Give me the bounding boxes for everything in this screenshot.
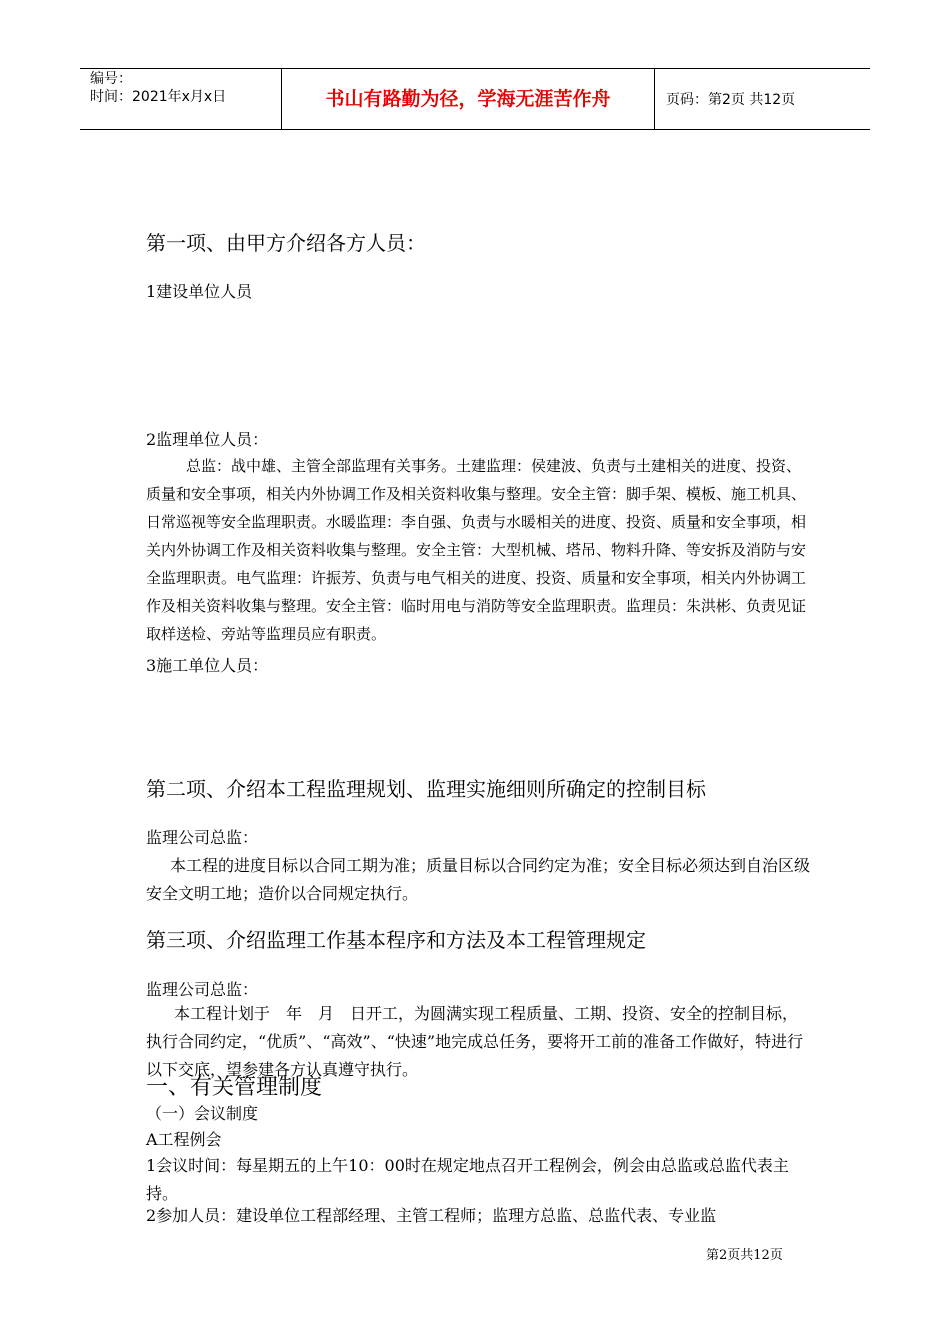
header-motto: 书山有路勤为径，学海无涯苦作舟 xyxy=(325,88,611,110)
section-2-speaker: 监理公司总监： xyxy=(146,828,259,847)
section-3-title: 第三项、介绍监理工作基本程序和方法及本工程管理规定 xyxy=(146,928,646,952)
supervision-unit-body: 总监：战中雄、主管全部监理有关事务。土建监理：侯建波、负责与土建相关的进度、投资、质量和安全事项，相关内外协调工作及相关资料收集与整理。安全主管：脚手架、模板、施工机具、日常巡视等安全监理职责。水暖监理：李自强、负责与水暖相关的进度、投资、质量和安全事项，相关内外协调工作及相关资料收集与整理。安全主管：大型机械、塔吊、物料升降、等安拆及消防与安全监理职责。电气监理：许振芳、负责与电气相关的进度、投资、质量和安全事项，相关内外协调工作及相关资料收集与整理。安全主管：临时用电与消防等安全监理职责。监理员：朱洪彬、负责见证取样送检、旁站等监理员应有职责。 xyxy=(146,457,807,643)
page-header xyxy=(80,68,870,130)
section-3-speaker: 监理公司总监： xyxy=(146,980,259,999)
section-1-title: 第一项、由甲方介绍各方人员： xyxy=(146,231,426,255)
contractor-unit-heading: 3施工单位人员： xyxy=(146,656,269,675)
header-left-cell xyxy=(80,69,282,129)
meeting-system-title: （一）会议制度 xyxy=(146,1104,259,1123)
code-label: 编号： xyxy=(90,71,132,87)
supervision-unit-heading: 2监理单位人员： xyxy=(146,430,269,449)
section-2-body: 本工程的进度目标以合同工期为准；质量目标以合同约定为准；安全目标必须达到自治区级安全文明工地；造价以合同规定执行。 xyxy=(146,856,811,903)
page-footer: 第2页共12页 xyxy=(706,1248,783,1263)
header-page-number: 页码：第2页 共12页 xyxy=(666,92,796,108)
meeting-time-item: 1会议时间：每星期五的上午10：00时在规定地点召开工程例会，例会由总监或总监代表主持。 xyxy=(146,1156,789,1203)
date-label: 时间：2021年x月x日 xyxy=(90,89,227,105)
section-2-title: 第二项、介绍本工程监理规划、监理实施细则所确定的控制目标 xyxy=(146,777,706,801)
management-title: 一、有关管理制度 xyxy=(146,1075,323,1100)
weekly-meeting-heading: A工程例会 xyxy=(146,1130,222,1149)
header-right-cell xyxy=(656,69,870,129)
construction-unit-heading: 1建设单位人员 xyxy=(146,282,253,301)
meeting-attendees-item: 2参加人员：建设单位工程部经理、主管工程师；监理方总监、总监代表、专业监 xyxy=(146,1206,717,1225)
header-middle-cell xyxy=(282,69,655,129)
section-3-body: 本工程计划于 年 月 日开工，为圆满实现工程质量、工期、投资、安全的控制目标，执行合同约定，“优质”、“高效”、“快速”地完成总任务，要将开工前的准备工作做好，特进行以下交底，望参建各方认真遵守执行。 xyxy=(146,1004,804,1079)
